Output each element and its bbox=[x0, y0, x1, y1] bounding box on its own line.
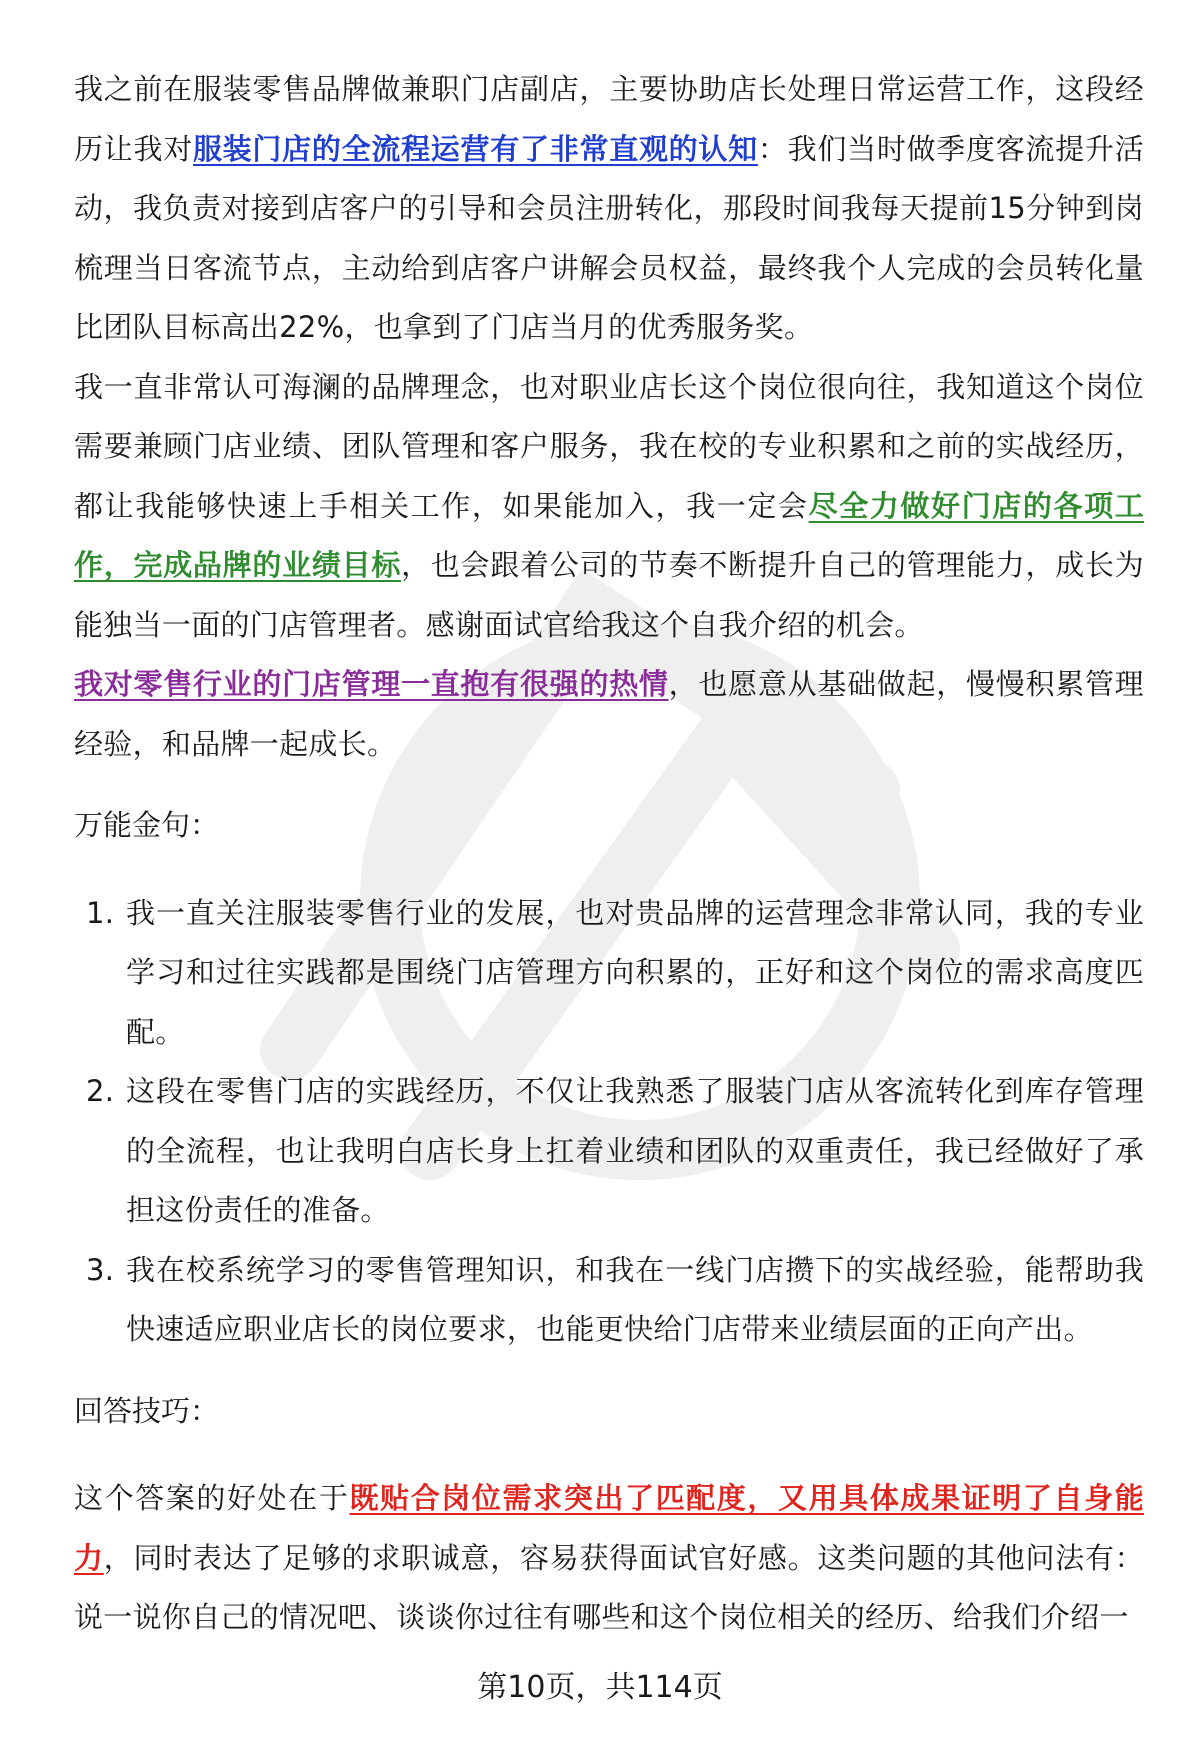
intro-paragraph-3 bbox=[74, 655, 1144, 774]
list-item-text: 我一直关注服装零售行业的发展，也对贵品牌的运营理念非常认同，我的专业学习和过往实践都是围绕门店管理方向积累的，正好和这个岗位的需求高度匹配。 bbox=[126, 895, 1144, 1049]
p2-highlight-green: 尽全力做好门店的各项工作，完成品牌的业绩目标 bbox=[74, 488, 1144, 582]
list-item bbox=[74, 1241, 1144, 1360]
list-item bbox=[74, 884, 1144, 1063]
list-item bbox=[74, 1062, 1144, 1241]
intro-paragraph-1 bbox=[74, 60, 1144, 358]
answer-tips-paragraph bbox=[74, 1469, 1144, 1648]
list-item-number: 1. bbox=[86, 895, 115, 930]
p1-text-c: ：我们当时做季度客流提升活动，我负责对接到店客户的引导和会员注册转化，那段时间我每天提前15分钟到岗梳理当日客流节点，主动给到店客户讲解会员权益，最终我个人完成的会员转化量比团队目标高出22%，也拿到了门店当月的优秀服务奖。 bbox=[74, 131, 1144, 344]
answer-tips-heading: 回答技巧： bbox=[74, 1393, 220, 1428]
list-item-text: 我在校系统学习的零售管理知识，和我在一线门店攒下的实战经验，能帮助我快速适应职业店长的岗位要求，也能更快给门店带来业绩层面的正向产出。 bbox=[126, 1252, 1144, 1346]
p3-highlight-purple: 我对零售行业的门店管理一直抱有很强的热情 bbox=[74, 667, 669, 701]
p2-text-c: ，也会跟着公司的节奏不断提升自己的管理能力，成长为能独当一面的门店管理者。感谢面试官给我这个自我介绍的机会。 bbox=[74, 548, 1144, 642]
tips-text-c: ，同时表达了足够的求职诚意，容易获得面试官好感。这类问题的其他问法有：说一说你自己的情况吧、谈谈你过往有哪些和这个岗位相关的经历、给我们介绍一 bbox=[74, 1540, 1144, 1634]
list-item-number: 3. bbox=[86, 1252, 115, 1287]
p3-text-c: ，也愿意从基础做起，慢慢积累管理经验，和品牌一起成长。 bbox=[74, 667, 1144, 761]
tips-highlight-red: 既贴合岗位需求突出了匹配度，又用具体成果证明了自身能力 bbox=[74, 1481, 1144, 1575]
intro-paragraph-2 bbox=[74, 358, 1144, 656]
document-page bbox=[74, 60, 1144, 1648]
p2-text-a: 我一直非常认可海澜的品牌理念，也对职业店长这个岗位很向往，我知道这个岗位需要兼顾门店业绩、团队管理和客户服务，我在校的专业积累和之前的实战经历，都让我能够快速上手相关工作，如果能加入，我一定会 bbox=[74, 369, 1144, 523]
page-number-footer: 第10页，共114页 bbox=[477, 1670, 723, 1705]
list-item-number: 2. bbox=[86, 1074, 115, 1108]
golden-sentences-list bbox=[74, 884, 1144, 1360]
tips-text-a: 这个答案的好处在于 bbox=[74, 1481, 350, 1515]
p1-text-a: 我之前在服装零售品牌做兼职门店副店，主要协助店长处理日常运营工作，这段经历让我对 bbox=[74, 72, 1144, 166]
list-item-text: 这段在零售门店的实践经历，不仅让我熟悉了服装门店从客流转化到库存管理的全流程，也让我明白店长身上扛着业绩和团队的双重责任，我已经做好了承担这份责任的准备。 bbox=[126, 1074, 1144, 1227]
golden-sentences-heading: 万能金句： bbox=[74, 808, 220, 842]
p1-highlight-blue: 服装门店的全流程运营有了非常直观的认知 bbox=[192, 131, 758, 166]
